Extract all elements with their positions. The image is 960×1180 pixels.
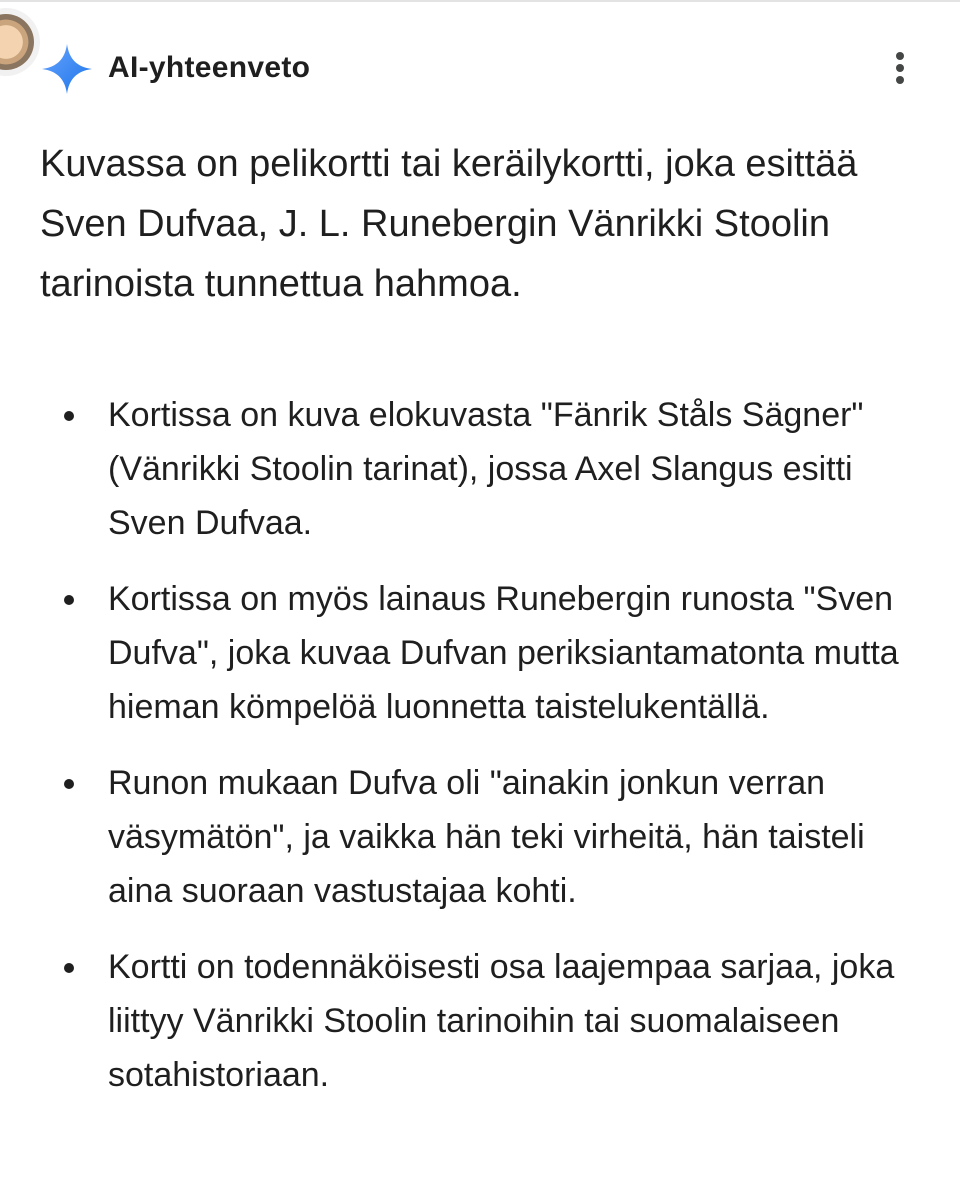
list-item bbox=[40, 756, 920, 918]
top-divider bbox=[0, 0, 960, 2]
list-item-text: Kortti on todennäköisesti osa laajempaa sarjaa, joka liittyy Vänrikki Stoolin tarinoihin tai suomalaiseen sotahistoriaan. bbox=[108, 948, 895, 1094]
list-item-text: Kortissa on kuva elokuvasta "Fänrik Ståls Sägner" (Vänrikki Stoolin tarinat), jossa Axel Slangus esitti Sven Dufvaa. bbox=[108, 396, 864, 542]
list-item bbox=[40, 572, 920, 734]
bullet-dot bbox=[64, 779, 74, 789]
list-item bbox=[40, 940, 920, 1102]
summary-intro: Kuvassa on pelikortti tai keräilykortti, joka esittää Sven Dufvaa, J. L. Runebergin Vänrikki Stoolin tarinoista tunnettua hahmoa. bbox=[40, 143, 858, 305]
list-item-text: Runon mukaan Dufva oli "ainakin jonkun verran väsymätön", ja vaikka hän teki virheitä, hän taisteli aina suoraan vastustajaa kohti. bbox=[108, 764, 865, 910]
header-title: AI-yhteenveto bbox=[108, 51, 311, 84]
bullet-dot bbox=[64, 963, 74, 973]
summary-bullet-list bbox=[40, 388, 920, 1124]
avatar[interactable] bbox=[0, 14, 34, 70]
sparkle-icon bbox=[40, 42, 94, 96]
list-item-text: Kortissa on myös lainaus Runebergin runosta "Sven Dufva", joka kuvaa Dufvan periksiantamatonta mutta hieman kömpelöä luonnetta taistelukentällä. bbox=[108, 580, 899, 726]
bullet-dot bbox=[64, 411, 74, 421]
bullet-dot bbox=[64, 595, 74, 605]
more-vert-icon bbox=[895, 51, 905, 85]
more-options-button[interactable] bbox=[880, 46, 920, 90]
list-item bbox=[40, 388, 920, 550]
ai-overview-header bbox=[40, 40, 920, 100]
